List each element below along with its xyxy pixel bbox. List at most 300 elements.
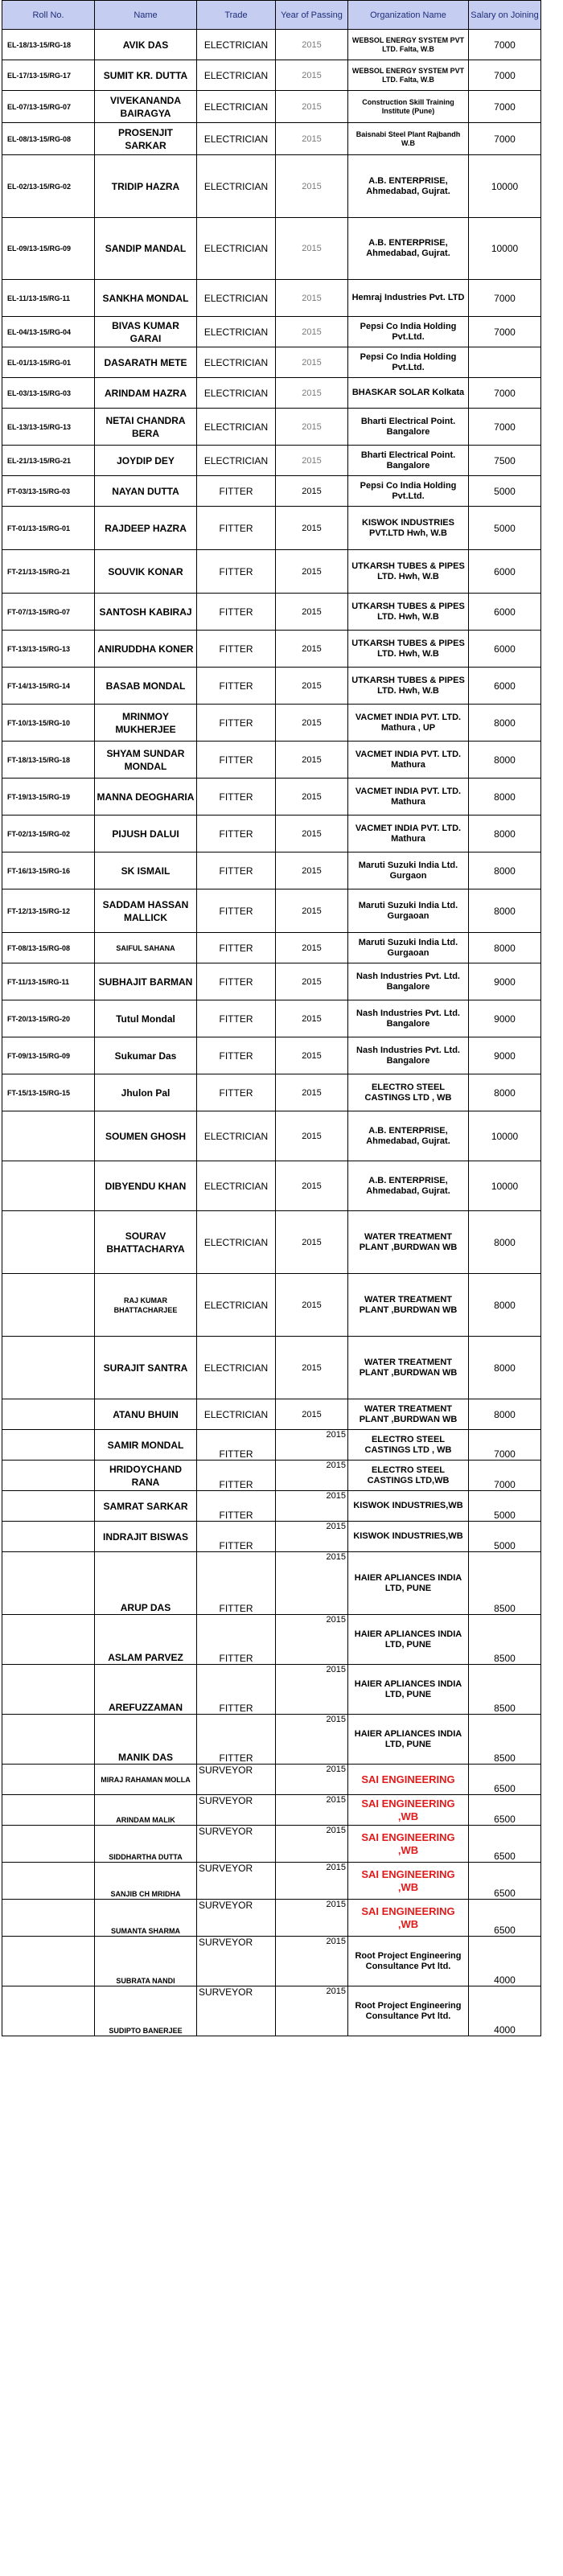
table-row [2, 378, 541, 409]
organization-cell: SAI ENGINEERING ,WB [348, 1863, 469, 1900]
name-cell: SUDIPTO BANERJEE [95, 1986, 197, 2036]
table-row [2, 816, 541, 853]
organization-cell: ELECTRO STEEL CASTINGS LTD , WB [348, 1074, 469, 1111]
roll-number-cell [2, 1161, 95, 1211]
table-row [2, 1765, 541, 1795]
year-cell: 2015 [276, 378, 348, 409]
organization-cell: SAI ENGINEERING ,WB [348, 1826, 469, 1863]
roll-number-cell [2, 1337, 95, 1399]
roll-number-cell [2, 1986, 95, 2036]
salary-cell: 8500 [469, 1615, 541, 1665]
roll-number-cell [2, 1461, 95, 1491]
table-row [2, 1461, 541, 1491]
year-cell: 2015 [276, 446, 348, 476]
trade-cell: FITTER [197, 1491, 276, 1522]
organization-cell: A.B. ENTERPRISE, Ahmedabad, Gujrat. [348, 1161, 469, 1211]
roll-number-cell: FT-02/13-15/RG-02 [2, 816, 95, 853]
roll-number-cell [2, 1826, 95, 1863]
salary-cell: 6500 [469, 1795, 541, 1826]
organization-cell: UTKARSH TUBES & PIPES LTD. Hwh, W.B [348, 668, 469, 705]
year-cell: 2015 [276, 1111, 348, 1161]
salary-cell: 10000 [469, 155, 541, 218]
salary-cell: 7500 [469, 446, 541, 476]
table-row [2, 1399, 541, 1430]
organization-cell: WEBSOL ENERGY SYSTEM PVT LTD. Falta, W.B [348, 30, 469, 60]
name-cell: SIDDHARTHA DUTTA [95, 1826, 197, 1863]
roll-number-cell: EL-01/13-15/RG-01 [2, 347, 95, 378]
roll-number-cell [2, 1399, 95, 1430]
year-cell: 2015 [276, 742, 348, 779]
roll-number-cell: FT-20/13-15/RG-20 [2, 1000, 95, 1037]
organization-cell: SAI ENGINEERING [348, 1765, 469, 1795]
trade-cell: ELECTRICIAN [197, 446, 276, 476]
name-cell: PIJUSH DALUI [95, 816, 197, 853]
salary-cell: 6000 [469, 631, 541, 668]
trade-cell: ELECTRICIAN [197, 1274, 276, 1337]
organization-cell: UTKARSH TUBES & PIPES LTD. Hwh, W.B [348, 631, 469, 668]
roll-number-cell [2, 1715, 95, 1765]
year-cell: 2015 [276, 507, 348, 550]
organization-cell: WATER TREATMENT PLANT ,BURDWAN WB [348, 1211, 469, 1274]
roll-number-cell [2, 1111, 95, 1161]
salary-cell: 5000 [469, 1491, 541, 1522]
salary-cell: 8000 [469, 742, 541, 779]
name-cell: SUMIT KR. DUTTA [95, 60, 197, 91]
salary-cell: 8000 [469, 1399, 541, 1430]
salary-cell: 6500 [469, 1900, 541, 1937]
roll-number-cell: FT-13/13-15/RG-13 [2, 631, 95, 668]
year-cell: 2015 [276, 631, 348, 668]
roll-number-cell: FT-18/13-15/RG-18 [2, 742, 95, 779]
roll-number-cell: EL-07/13-15/RG-07 [2, 91, 95, 123]
roll-number-cell: EL-04/13-15/RG-04 [2, 317, 95, 347]
table-row [2, 218, 541, 280]
year-cell: 2015 [276, 1000, 348, 1037]
salary-cell: 7000 [469, 317, 541, 347]
roll-number-cell: FT-08/13-15/RG-08 [2, 933, 95, 963]
table-row [2, 1665, 541, 1715]
trade-cell: FITTER [197, 1665, 276, 1715]
salary-cell: 7000 [469, 60, 541, 91]
year-cell: 2015 [276, 30, 348, 60]
year-cell: 2015 [276, 889, 348, 933]
name-cell: SUMANTA SHARMA [95, 1900, 197, 1937]
roll-number-cell [2, 1937, 95, 1986]
name-cell: SOURAV BHATTACHARYA [95, 1211, 197, 1274]
salary-cell: 8000 [469, 779, 541, 816]
organization-cell: ELECTRO STEEL CASTINGS LTD , WB [348, 1430, 469, 1461]
salary-cell: 7000 [469, 1430, 541, 1461]
salary-cell: 6000 [469, 594, 541, 631]
salary-cell [469, 347, 541, 378]
name-cell: SAMIR MONDAL [95, 1430, 197, 1461]
table-row [2, 123, 541, 155]
name-cell: DASARATH METE [95, 347, 197, 378]
trade-cell: SURVEYOR [197, 1937, 276, 1986]
roll-number-cell [2, 1552, 95, 1615]
table-row [2, 705, 541, 742]
trade-cell: FITTER [197, 668, 276, 705]
trade-cell: FITTER [197, 507, 276, 550]
salary-cell: 6500 [469, 1765, 541, 1795]
roll-number-cell: FT-21/13-15/RG-21 [2, 550, 95, 594]
year-cell: 2015 [276, 816, 348, 853]
table-row [2, 1274, 541, 1337]
name-cell: AVIK DAS [95, 30, 197, 60]
salary-cell: 8000 [469, 1337, 541, 1399]
year-cell: 2015 [276, 1430, 348, 1461]
salary-cell: 7000 [469, 409, 541, 446]
trade-cell: FITTER [197, 594, 276, 631]
organization-cell: BHASKAR SOLAR Kolkata [348, 378, 469, 409]
salary-cell: 5000 [469, 476, 541, 507]
table-row [2, 91, 541, 123]
roll-number-cell: FT-14/13-15/RG-14 [2, 668, 95, 705]
organization-cell: WATER TREATMENT PLANT ,BURDWAN WB [348, 1274, 469, 1337]
name-cell: SADDAM HASSAN MALLICK [95, 889, 197, 933]
table-row [2, 409, 541, 446]
table-row [2, 1491, 541, 1522]
organization-cell: HAIER APLIANCES INDIA LTD, PUNE [348, 1715, 469, 1765]
year-cell: 2015 [276, 1522, 348, 1552]
year-cell: 2015 [276, 1074, 348, 1111]
name-cell: ASLAM PARVEZ [95, 1615, 197, 1665]
organization-cell: WATER TREATMENT PLANT ,BURDWAN WB [348, 1399, 469, 1430]
trade-cell: SURVEYOR [197, 1795, 276, 1826]
name-cell: VIVEKANANDA BAIRAGYA [95, 91, 197, 123]
year-cell: 2015 [276, 1665, 348, 1715]
name-cell: SAIFUL SAHANA [95, 933, 197, 963]
year-cell: 2015 [276, 550, 348, 594]
table-row [2, 963, 541, 1000]
trade-cell: FITTER [197, 1461, 276, 1491]
roll-number-cell [2, 1765, 95, 1795]
table-row [2, 155, 541, 218]
name-cell: SANDIP MANDAL [95, 218, 197, 280]
year-cell: 2015 [276, 347, 348, 378]
name-cell: SAMRAT SARKAR [95, 1491, 197, 1522]
name-cell: SUBHAJIT BARMAN [95, 963, 197, 1000]
table-row [2, 1037, 541, 1074]
organization-cell: Maruti Suzuki India Ltd. Gurgaon [348, 853, 469, 889]
name-cell: NETAI CHANDRA BERA [95, 409, 197, 446]
salary-cell: 4000 [469, 1937, 541, 1986]
salary-cell: 8000 [469, 1274, 541, 1337]
name-cell: ATANU BHUIN [95, 1399, 197, 1430]
year-cell: 2015 [276, 1461, 348, 1491]
name-cell: BIVAS KUMAR GARAI [95, 317, 197, 347]
table-row [2, 668, 541, 705]
organization-cell: Bharti Electrical Point. Bangalore [348, 409, 469, 446]
year-cell: 2015 [276, 705, 348, 742]
salary-cell: 7000 [469, 1461, 541, 1491]
salary-cell: 6000 [469, 668, 541, 705]
roll-number-cell [2, 1615, 95, 1665]
salary-cell: 4000 [469, 1986, 541, 2036]
organization-cell: SAI ENGINEERING ,WB [348, 1795, 469, 1826]
trade-cell: FITTER [197, 779, 276, 816]
table-row [2, 550, 541, 594]
organization-cell: HAIER APLIANCES INDIA LTD, PUNE [348, 1615, 469, 1665]
roll-number-cell [2, 1430, 95, 1461]
trade-cell: SURVEYOR [197, 1863, 276, 1900]
organization-cell: Construction Skill Training Institute (Pune) [348, 91, 469, 123]
year-cell: 2015 [276, 1161, 348, 1211]
name-cell: BASAB MONDAL [95, 668, 197, 705]
roll-number-cell [2, 1665, 95, 1715]
organization-cell: ELECTRO STEEL CASTINGS LTD,WB [348, 1461, 469, 1491]
salary-cell: 5000 [469, 507, 541, 550]
organization-cell: Bharti Electrical Point. Bangalore [348, 446, 469, 476]
name-cell: JOYDIP DEY [95, 446, 197, 476]
trade-cell: SURVEYOR [197, 1826, 276, 1863]
roll-number-cell: EL-11/13-15/RG-11 [2, 280, 95, 317]
roll-number-cell: FT-03/13-15/RG-03 [2, 476, 95, 507]
table-row [2, 742, 541, 779]
table-row [2, 1211, 541, 1274]
trade-cell: ELECTRICIAN [197, 409, 276, 446]
table-row [2, 933, 541, 963]
table-row [2, 889, 541, 933]
organization-cell: WEBSOL ENERGY SYSTEM PVT LTD. Falta, W.B [348, 60, 469, 91]
roll-number-cell: FT-01/13-15/RG-01 [2, 507, 95, 550]
year-cell: 2015 [276, 933, 348, 963]
year-cell: 2015 [276, 963, 348, 1000]
salary-cell: 8000 [469, 889, 541, 933]
organization-cell: VACMET INDIA PVT. LTD. Mathura , UP [348, 705, 469, 742]
name-cell: MRINMOY MUKHERJEE [95, 705, 197, 742]
year-cell: 2015 [276, 1211, 348, 1274]
organization-cell: VACMET INDIA PVT. LTD. Mathura [348, 742, 469, 779]
table-row [2, 779, 541, 816]
roll-number-cell: FT-16/13-15/RG-16 [2, 853, 95, 889]
organization-cell: UTKARSH TUBES & PIPES LTD. Hwh, W.B [348, 594, 469, 631]
table-row [2, 60, 541, 91]
name-cell: INDRAJIT BISWAS [95, 1522, 197, 1552]
trade-cell: FITTER [197, 476, 276, 507]
salary-cell: 8000 [469, 853, 541, 889]
header-roll: Roll No. [2, 1, 95, 30]
trade-cell: FITTER [197, 550, 276, 594]
organization-cell: Nash Industries Pvt. Ltd. Bangalore [348, 963, 469, 1000]
salary-cell: 8500 [469, 1715, 541, 1765]
trade-cell: FITTER [197, 816, 276, 853]
trade-cell: ELECTRICIAN [197, 60, 276, 91]
salary-cell: 8000 [469, 933, 541, 963]
salary-cell: 7000 [469, 280, 541, 317]
organization-cell: KISWOK INDUSTRIES PVT.LTD Hwh, W.B [348, 507, 469, 550]
name-cell: PROSENJIT SARKAR [95, 123, 197, 155]
year-cell: 2015 [276, 218, 348, 280]
trade-cell: FITTER [197, 631, 276, 668]
salary-cell: 6000 [469, 550, 541, 594]
year-cell: 2015 [276, 1337, 348, 1399]
organization-cell: A.B. ENTERPRISE, Ahmedabad, Gujrat. [348, 218, 469, 280]
year-cell: 2015 [276, 668, 348, 705]
header-salary: Salary on Joining [469, 1, 541, 30]
table-row [2, 1337, 541, 1399]
table-row [2, 1937, 541, 1986]
trade-cell: ELECTRICIAN [197, 123, 276, 155]
year-cell: 2015 [276, 1615, 348, 1665]
organization-cell: UTKARSH TUBES & PIPES LTD. Hwh, W.B [348, 550, 469, 594]
table-row [2, 1795, 541, 1826]
trade-cell: ELECTRICIAN [197, 30, 276, 60]
name-cell: SOUMEN GHOSH [95, 1111, 197, 1161]
year-cell: 2015 [276, 1863, 348, 1900]
year-cell: 2015 [276, 123, 348, 155]
roll-number-cell: FT-10/13-15/RG-10 [2, 705, 95, 742]
roll-number-cell: EL-17/13-15/RG-17 [2, 60, 95, 91]
table-row [2, 347, 541, 378]
organization-cell: Pepsi Co India Holding Pvt.Ltd. [348, 476, 469, 507]
organization-cell: Baisnabi Steel Plant Rajbandh W.B [348, 123, 469, 155]
trade-cell: SURVEYOR [197, 1765, 276, 1795]
year-cell: 2015 [276, 317, 348, 347]
name-cell: Tutul Mondal [95, 1000, 197, 1037]
organization-cell: Pepsi Co India Holding Pvt.Ltd. [348, 317, 469, 347]
salary-cell: 8500 [469, 1665, 541, 1715]
header-org: Organization Name [348, 1, 469, 30]
year-cell: 2015 [276, 594, 348, 631]
table-row [2, 30, 541, 60]
year-cell: 2015 [276, 1900, 348, 1937]
name-cell: AREFUZZAMAN [95, 1665, 197, 1715]
table-row [2, 594, 541, 631]
table-row [2, 280, 541, 317]
trade-cell: FITTER [197, 1615, 276, 1665]
salary-cell: 8000 [469, 1211, 541, 1274]
name-cell: MANNA DEOGHARIA [95, 779, 197, 816]
name-cell: NAYAN DUTTA [95, 476, 197, 507]
placement-table [2, 0, 541, 2036]
organization-cell: A.B. ENTERPRISE, Ahmedabad, Gujrat. [348, 1111, 469, 1161]
year-cell: 2015 [276, 280, 348, 317]
trade-cell: ELECTRICIAN [197, 91, 276, 123]
roll-number-cell: FT-19/13-15/RG-19 [2, 779, 95, 816]
name-cell: SHYAM SUNDAR MONDAL [95, 742, 197, 779]
year-cell: 2015 [276, 779, 348, 816]
roll-number-cell [2, 1900, 95, 1937]
name-cell: ARINDAM MALIK [95, 1795, 197, 1826]
organization-cell: Maruti Suzuki India Ltd. Gurgaoan [348, 933, 469, 963]
table-row [2, 1826, 541, 1863]
table-row [2, 1430, 541, 1461]
trade-cell: FITTER [197, 1074, 276, 1111]
organization-cell: HAIER APLIANCES INDIA LTD, PUNE [348, 1665, 469, 1715]
year-cell: 2015 [276, 1986, 348, 2036]
trade-cell: FITTER [197, 1522, 276, 1552]
roll-number-cell: FT-11/13-15/RG-11 [2, 963, 95, 1000]
table-row [2, 476, 541, 507]
organization-cell: Hemraj Industries Pvt. LTD [348, 280, 469, 317]
header-row [2, 1, 541, 30]
organization-cell: Pepsi Co India Holding Pvt.Ltd. [348, 347, 469, 378]
roll-number-cell: FT-09/13-15/RG-09 [2, 1037, 95, 1074]
trade-cell: ELECTRICIAN [197, 317, 276, 347]
trade-cell: SURVEYOR [197, 1900, 276, 1937]
name-cell: ARUP DAS [95, 1552, 197, 1615]
trade-cell: SURVEYOR [197, 1986, 276, 2036]
salary-cell: 8000 [469, 816, 541, 853]
table-row [2, 1161, 541, 1211]
year-cell: 2015 [276, 1937, 348, 1986]
trade-cell: ELECTRICIAN [197, 378, 276, 409]
roll-number-cell [2, 1863, 95, 1900]
trade-cell: FITTER [197, 933, 276, 963]
salary-cell: 8000 [469, 705, 541, 742]
trade-cell: FITTER [197, 963, 276, 1000]
salary-cell: 10000 [469, 1161, 541, 1211]
trade-cell: FITTER [197, 853, 276, 889]
table-row [2, 507, 541, 550]
table-row [2, 1111, 541, 1161]
name-cell: Jhulon Pal [95, 1074, 197, 1111]
year-cell: 2015 [276, 1826, 348, 1863]
organization-cell: Nash Industries Pvt. Ltd. Bangalore [348, 1037, 469, 1074]
table-row [2, 1863, 541, 1900]
name-cell: SOUVIK KONAR [95, 550, 197, 594]
table-row [2, 853, 541, 889]
name-cell: MANIK DAS [95, 1715, 197, 1765]
roll-number-cell [2, 1211, 95, 1274]
organization-cell: A.B. ENTERPRISE, Ahmedabad, Gujrat. [348, 155, 469, 218]
name-cell: TRIDIP HAZRA [95, 155, 197, 218]
year-cell: 2015 [276, 91, 348, 123]
trade-cell: FITTER [197, 1715, 276, 1765]
table-row [2, 1900, 541, 1937]
organization-cell: Root Project Engineering Consultance Pvt ltd. [348, 1937, 469, 1986]
organization-cell: KISWOK INDUSTRIES,WB [348, 1491, 469, 1522]
name-cell: ARINDAM HAZRA [95, 378, 197, 409]
header-name: Name [95, 1, 197, 30]
trade-cell: FITTER [197, 1552, 276, 1615]
year-cell: 2015 [276, 1715, 348, 1765]
table-row [2, 1552, 541, 1615]
name-cell: SANKHA MONDAL [95, 280, 197, 317]
trade-cell: ELECTRICIAN [197, 1337, 276, 1399]
table-row [2, 1000, 541, 1037]
roll-number-cell [2, 1491, 95, 1522]
organization-cell: Maruti Suzuki India Ltd. Gurgaoan [348, 889, 469, 933]
year-cell: 2015 [276, 1274, 348, 1337]
name-cell: SURAJIT SANTRA [95, 1337, 197, 1399]
trade-cell: ELECTRICIAN [197, 1111, 276, 1161]
trade-cell: FITTER [197, 889, 276, 933]
roll-number-cell: FT-07/13-15/RG-07 [2, 594, 95, 631]
trade-cell: FITTER [197, 705, 276, 742]
year-cell: 2015 [276, 853, 348, 889]
trade-cell: ELECTRICIAN [197, 218, 276, 280]
table-row [2, 317, 541, 347]
organization-cell: KISWOK INDUSTRIES,WB [348, 1522, 469, 1552]
salary-cell: 8500 [469, 1552, 541, 1615]
name-cell: SANJIB CH MRIDHA [95, 1863, 197, 1900]
roll-number-cell [2, 1795, 95, 1826]
salary-cell: 7000 [469, 378, 541, 409]
trade-cell: ELECTRICIAN [197, 280, 276, 317]
year-cell: 2015 [276, 1795, 348, 1826]
trade-cell: FITTER [197, 1430, 276, 1461]
trade-cell: ELECTRICIAN [197, 347, 276, 378]
name-cell: MIRAJ RAHAMAN MOLLA [95, 1765, 197, 1795]
table-row [2, 1986, 541, 2036]
name-cell: Sukumar Das [95, 1037, 197, 1074]
table-row [2, 1615, 541, 1665]
name-cell: SK ISMAIL [95, 853, 197, 889]
table-row [2, 631, 541, 668]
year-cell: 2015 [276, 476, 348, 507]
